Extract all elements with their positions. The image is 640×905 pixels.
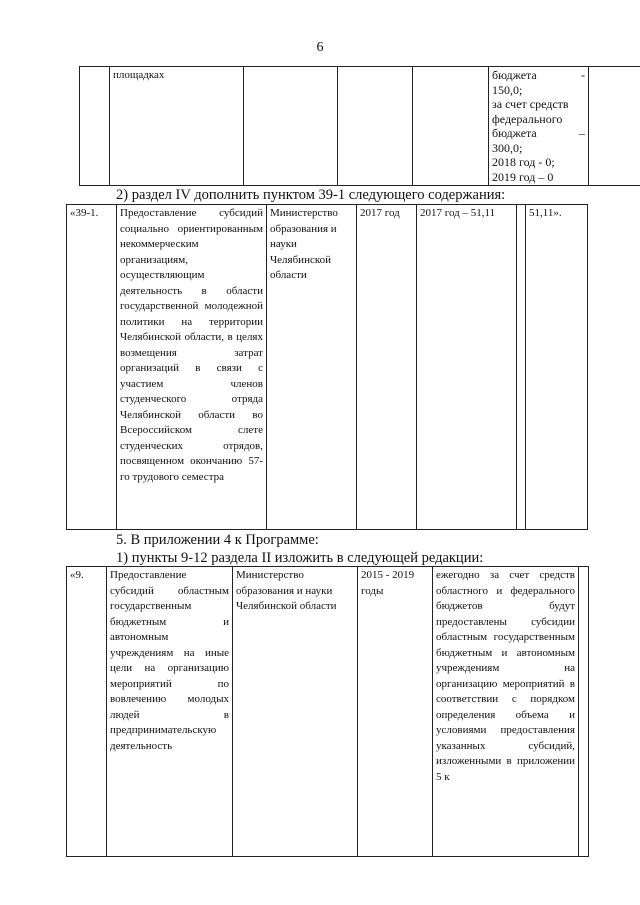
page-number: 6 bbox=[316, 40, 324, 55]
cell-blank bbox=[579, 567, 589, 857]
table-row bbox=[67, 567, 589, 857]
table-continuation bbox=[79, 66, 640, 186]
funding-line: федерального bbox=[492, 111, 563, 126]
cell-executor bbox=[244, 67, 338, 186]
cell-description: площадках bbox=[110, 67, 244, 186]
cell-num bbox=[80, 67, 110, 186]
paragraph-section-iv: 2) раздел IV дополнить пунктом 39-1 следующего содержания: bbox=[116, 187, 506, 203]
table-item-9 bbox=[66, 566, 589, 857]
cell-funding bbox=[489, 67, 589, 186]
funding-line: 300,0; bbox=[492, 140, 523, 155]
cell-executor: Министерство образования и науки Челябинской области bbox=[267, 205, 357, 530]
cell-description: Предоставление субсидий областным государственным бюджетным и автономным учреждениям на иные цели на организацию мероприятий по вовлечению молодых людей в предпринимательскую деятельность bbox=[107, 567, 233, 857]
table-row bbox=[80, 67, 640, 186]
cell-total bbox=[589, 67, 640, 186]
cell-blank bbox=[413, 67, 489, 186]
funding-line: бюджета – bbox=[492, 126, 585, 140]
funding-line: 2018 год - 0; bbox=[492, 155, 555, 169]
cell-num: «39-1. bbox=[67, 205, 117, 530]
table-row bbox=[67, 205, 588, 530]
funding-line: бюджета - bbox=[492, 68, 585, 82]
cell-period bbox=[338, 67, 413, 186]
funding-line: 150,0; bbox=[492, 82, 523, 97]
funding-line: 2019 год – 0 bbox=[492, 169, 554, 184]
funding-line: за счет средств bbox=[492, 97, 569, 111]
cell-description: Предоставление субсидий социально ориентированным некоммерческим организациям, осуществляющим деятельность в области государственной молодежной политики на территории Челябинской области, в целях возмещения затрат организаций в связи с участием членов студенческого отряда Челябинской области во Всероссийском слете студенческих отрядов, посвященном окончанию 57-го трудового семестра bbox=[117, 205, 267, 530]
cell-result: ежегодно за счет средств областного и федерального бюджетов будут предоставлены субсидии областным государственным бюджетным и автономным учреждениям на организацию мероприятий в соответствии с порядком определения объема и условиями предоставления указанных субсидий, изложенными в приложении 5 к bbox=[433, 567, 579, 857]
cell-blank bbox=[517, 205, 526, 530]
cell-period: 2015 - 2019 годы bbox=[358, 567, 433, 857]
cell-period: 2017 год bbox=[357, 205, 417, 530]
cell-funding: 2017 год – 51,11 bbox=[417, 205, 517, 530]
cell-executor: Министерство образования и науки Челябинской области bbox=[233, 567, 358, 857]
table-item-39-1 bbox=[66, 204, 588, 530]
paragraph-appendix-4: 5. В приложении 4 к Программе: bbox=[116, 532, 319, 548]
paragraph-items-9-12: 1) пункты 9-12 раздела II изложить в следующей редакции: bbox=[116, 550, 484, 566]
cell-total: 51,11». bbox=[526, 205, 588, 530]
cell-num: «9. bbox=[67, 567, 107, 857]
